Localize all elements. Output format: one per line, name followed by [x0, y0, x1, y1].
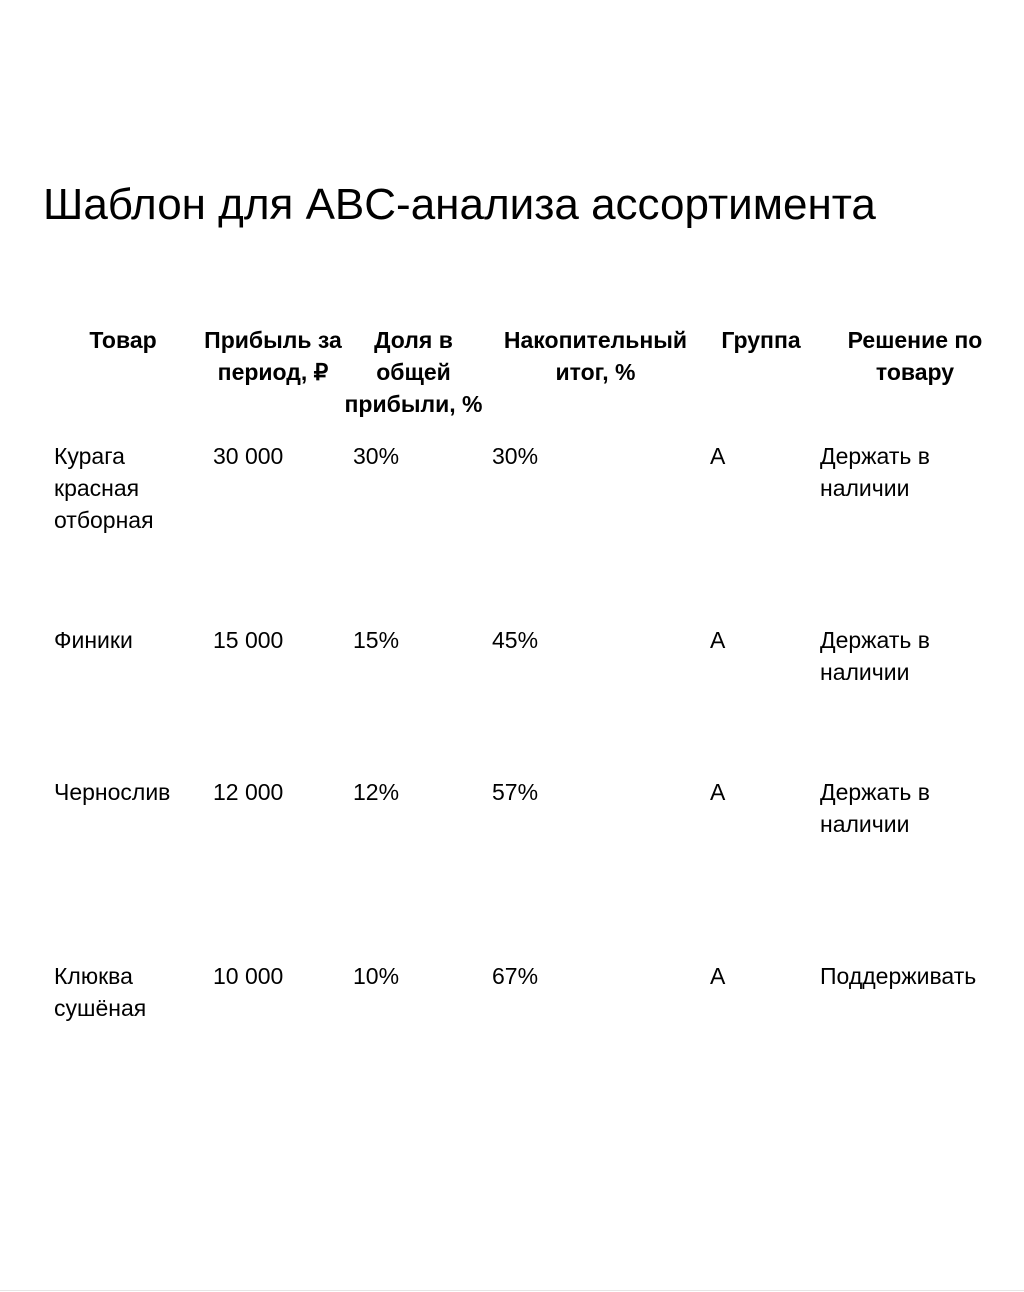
- cell-profit: 12 000: [213, 779, 284, 805]
- cell-share: 12%: [353, 779, 400, 805]
- header-group: Группа: [721, 327, 801, 353]
- header-decision: Решение по товару: [847, 327, 983, 385]
- cell-profit: 10 000: [213, 963, 284, 989]
- cell-product: Клюква сушёная: [54, 963, 147, 1021]
- table-row: [43, 776, 1015, 960]
- table-row: [43, 624, 1015, 776]
- cell-decision: Держать в наличии: [820, 779, 930, 837]
- cell-share: 10%: [353, 963, 400, 989]
- cell-decision: Поддерживать: [820, 963, 977, 989]
- cell-product: Финики: [54, 627, 133, 653]
- cell-cumulative: 67%: [492, 963, 539, 989]
- page-title: Шаблон для ABC-анализа ассортимента: [43, 180, 876, 229]
- cell-product: Чернослив: [54, 779, 171, 805]
- table-row: [43, 960, 1015, 1040]
- cell-decision: Держать в наличии: [820, 627, 930, 685]
- cell-profit: 15 000: [213, 627, 284, 653]
- table-row: [43, 440, 1015, 624]
- header-profit: Прибыль за период, ₽: [204, 327, 342, 385]
- cell-share: 30%: [353, 443, 400, 469]
- header-share: Доля в общей прибыли, %: [344, 327, 483, 417]
- cell-cumulative: 45%: [492, 627, 539, 653]
- cell-product: Курага красная отборная: [54, 443, 154, 533]
- cell-decision: Держать в наличии: [820, 443, 930, 501]
- cell-cumulative: 57%: [492, 779, 539, 805]
- table-header: [43, 324, 1015, 440]
- table-body: [43, 440, 1015, 1040]
- header-cumulative: Накопительный итог, %: [503, 327, 688, 385]
- abc-analysis-table: [43, 324, 1015, 1040]
- cell-cumulative: 30%: [492, 443, 539, 469]
- header-row: [43, 324, 1015, 440]
- header-product: Товар: [89, 327, 157, 353]
- cell-group: A: [710, 963, 726, 989]
- cell-profit: 30 000: [213, 443, 284, 469]
- page-bottom-divider: [0, 1290, 1024, 1291]
- cell-group: A: [710, 627, 726, 653]
- cell-share: 15%: [353, 627, 400, 653]
- cell-group: A: [710, 779, 726, 805]
- cell-group: A: [710, 443, 726, 469]
